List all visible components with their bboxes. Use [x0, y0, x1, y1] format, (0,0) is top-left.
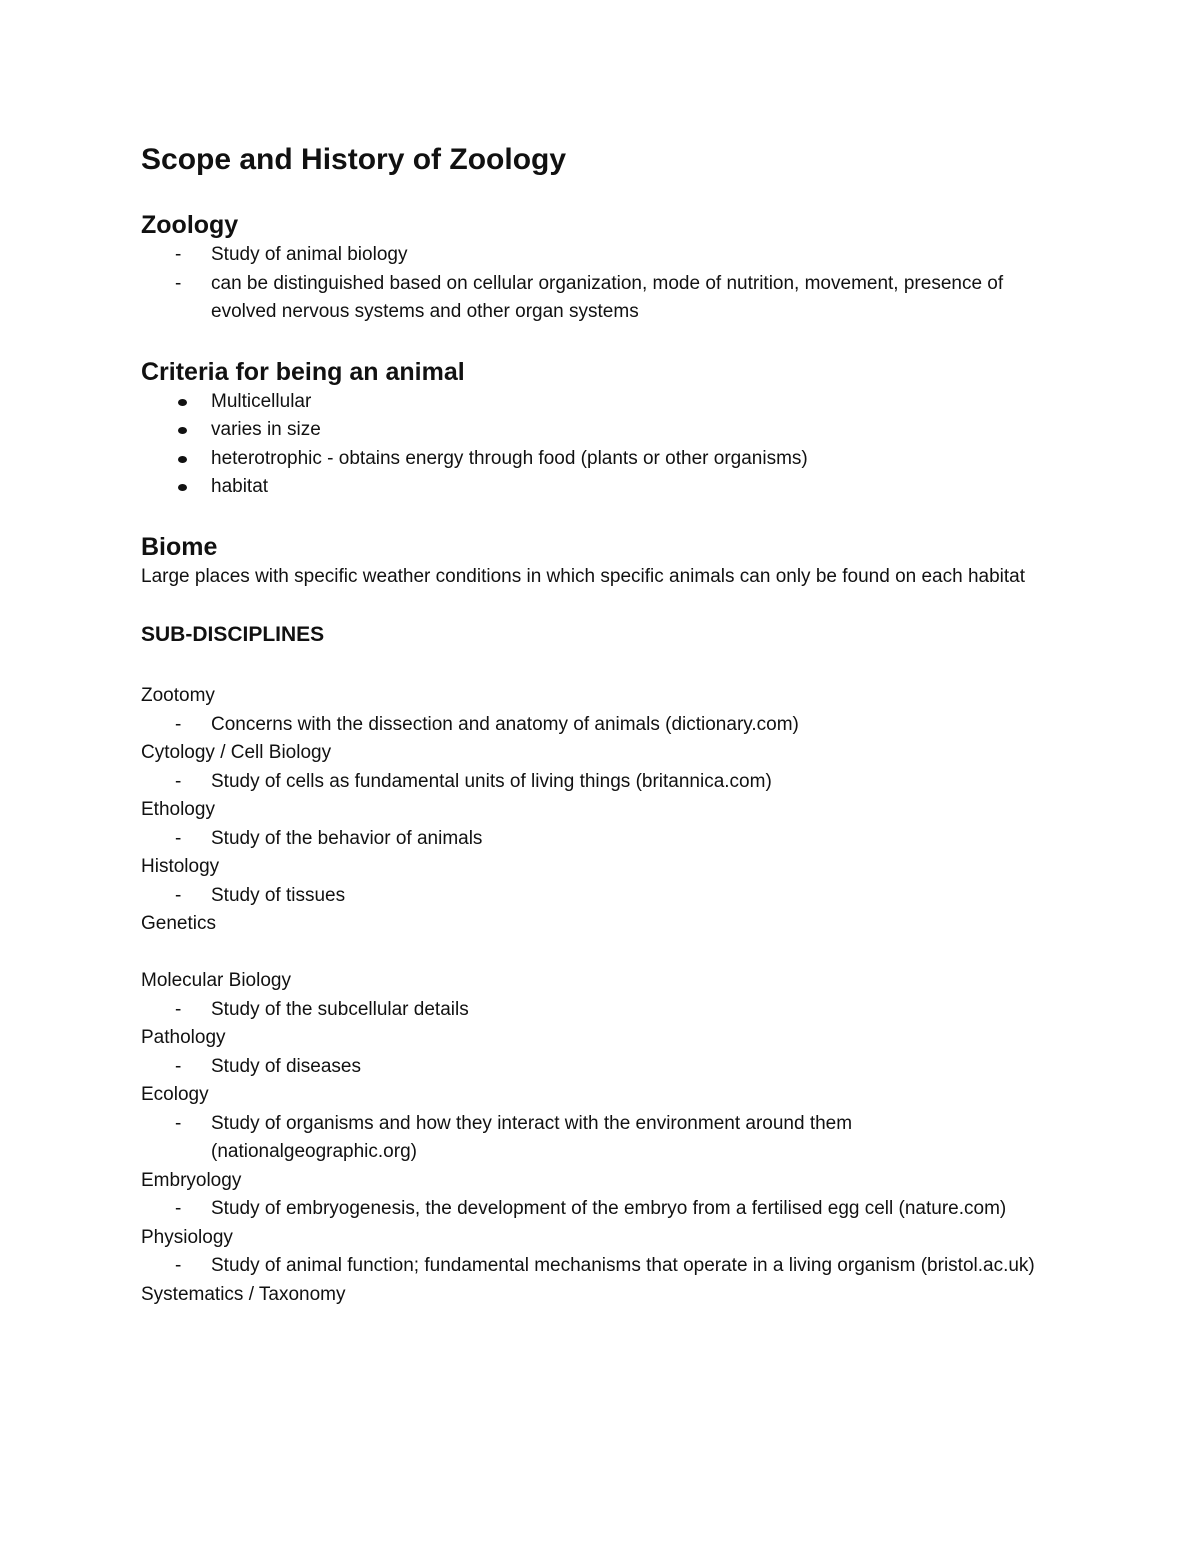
list-item: [141, 711, 1041, 740]
bullet-dot: [178, 456, 187, 463]
bullet-dot: [178, 484, 187, 491]
discipline-detail: Study of animal function; fundamental mechanisms that operate in a living organism (bristol.ac.uk): [211, 1255, 1035, 1276]
list-item-text: habitat: [211, 476, 269, 497]
discipline-name: Systematics / Taxonomy: [141, 1283, 346, 1305]
list-item: [141, 241, 1041, 270]
discipline-name: Histology: [141, 856, 220, 877]
list-item: [141, 1053, 1041, 1082]
list-item: [141, 1110, 1041, 1167]
dash-marker: -: [175, 884, 182, 906]
list-item-text: can be distinguished based on cellular organization, mode of nutrition, movement, presence of evolved nervous systems and other organ systems: [211, 272, 1004, 322]
blank-line: [141, 939, 1041, 968]
discipline-detail: Study of the behavior of animals: [211, 827, 483, 849]
discipline-name: Zootomy: [141, 685, 215, 706]
discipline-name: Genetics: [141, 913, 216, 934]
discipline-name: Molecular Biology: [141, 970, 291, 991]
list-item-text: varies in size: [211, 419, 321, 440]
dash-marker: -: [175, 1255, 182, 1276]
discipline-name: Embryology: [141, 1169, 242, 1191]
dash-marker: -: [175, 998, 182, 1020]
discipline-detail: Study of diseases: [211, 1055, 361, 1077]
document-body: [141, 140, 1041, 1309]
discipline-name: Pathology: [141, 1027, 226, 1048]
list-item: [141, 416, 1041, 445]
list-item: [141, 1195, 1041, 1224]
list-item: [141, 270, 1041, 327]
discipline-name: Ethology: [141, 799, 215, 820]
dash-marker: -: [175, 244, 182, 265]
list-item-text: Study of animal biology: [211, 244, 408, 265]
list-item: [141, 445, 1041, 474]
criteria-heading: Criteria for being an animal: [141, 357, 465, 386]
zoology-heading: Zoology: [141, 211, 239, 239]
discipline-detail: Study of organisms and how they interact with the environment around them (nationalgeographic.org): [211, 1112, 853, 1162]
discipline-name: Physiology: [141, 1226, 233, 1248]
list-item: [141, 388, 1041, 417]
discipline-detail: Study of tissues: [211, 884, 346, 906]
list-item-text: heterotrophic - obtains energy through food (plants or other organisms): [211, 447, 808, 469]
bullet-dot: [178, 427, 187, 434]
discipline-detail: Study of cells as fundamental units of living things (britannica.com): [211, 770, 772, 792]
list-item: [141, 996, 1041, 1025]
discipline-detail: Concerns with the dissection and anatomy of animals (dictionary.com): [211, 713, 799, 735]
list-item: [141, 473, 1041, 502]
biome-heading: Biome: [141, 532, 218, 561]
bullet-dot: [178, 399, 187, 406]
biome-description: Large places with specific weather conditions in which specific animals can only be found on each habitat: [141, 565, 1026, 587]
subdisciplines-list: [141, 682, 1041, 1309]
discipline-detail: Study of the subcellular details: [211, 998, 469, 1020]
criteria-list: [141, 388, 1041, 502]
discipline-name: Cytology / Cell Biology: [141, 742, 332, 763]
subdisciplines-heading: SUB-DISCIPLINES: [141, 623, 325, 646]
list-item: [141, 768, 1041, 797]
dash-marker: -: [175, 1055, 182, 1077]
dash-marker: -: [175, 713, 182, 735]
page-title: Scope and History of Zoology: [141, 143, 567, 176]
list-item-text: Multicellular: [211, 390, 312, 412]
dash-marker: -: [175, 1198, 182, 1219]
dash-marker: -: [175, 827, 182, 849]
list-item: [141, 825, 1041, 854]
discipline-detail: Study of embryogenesis, the development of the embryo from a fertilised egg cell (nature.com): [211, 1198, 1007, 1219]
dash-marker: -: [175, 770, 182, 792]
list-item: [141, 882, 1041, 911]
zoology-list: [141, 241, 1041, 327]
dash-marker: -: [175, 272, 182, 294]
discipline-name: Ecology: [141, 1084, 209, 1105]
list-item: [141, 1252, 1041, 1281]
dash-marker: -: [175, 1112, 182, 1134]
